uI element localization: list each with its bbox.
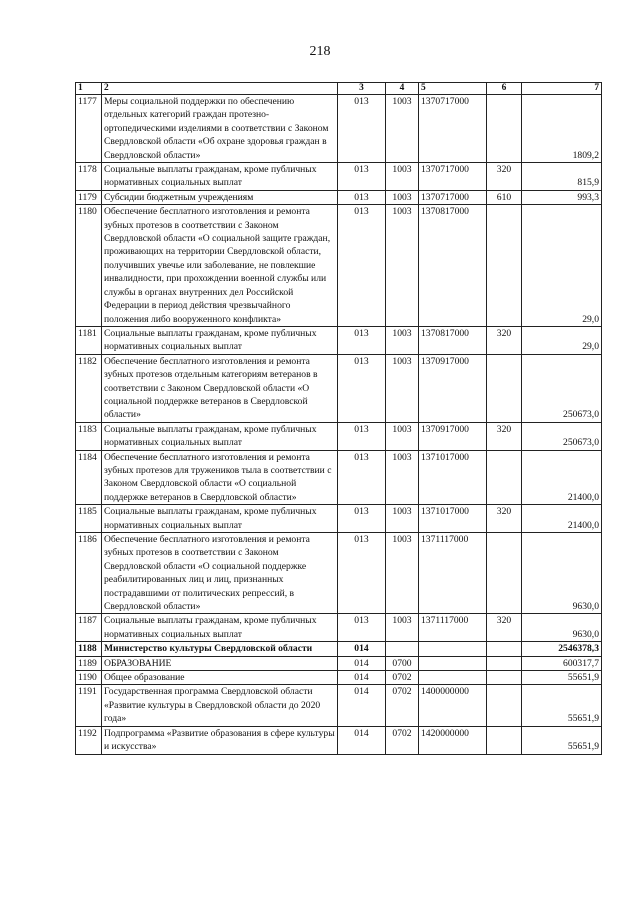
row-number: 1184 [76,450,102,505]
row-csr: 1370917000 [419,422,487,450]
row-ved: 013 [338,450,386,505]
row-ved: 014 [338,671,386,685]
row-ved: 013 [338,326,386,354]
row-ved: 013 [338,163,386,191]
row-vr [487,450,522,505]
row-number: 1191 [76,685,102,726]
col-header-1: 1 [76,83,102,95]
row-name: Социальные выплаты гражданам, кроме публичных нормативных социальных выплат [102,326,338,354]
row-sum: 815,9 [522,163,602,191]
table-row [76,326,602,354]
row-number: 1186 [76,533,102,614]
row-vr [487,726,522,754]
row-name: ОБРАЗОВАНИЕ [102,656,338,670]
row-name: Министерство культуры Свердловской области [102,642,338,656]
row-name: Обеспечение бесплатного изготовления и ремонта зубных протезов отдельным категориям ветеранов в соответствии с Законом Свердловской области «О социальной поддержке ветеранов в Свердловской области» [102,354,338,422]
row-name: Социальные выплаты гражданам, кроме публичных нормативных социальных выплат [102,614,338,642]
row-ved: 014 [338,685,386,726]
row-name: Субсидии бюджетным учреждениям [102,190,338,204]
table-row [76,614,602,642]
budget-table [75,82,602,755]
row-csr [419,656,487,670]
row-vr [487,95,522,163]
row-sum: 993,3 [522,190,602,204]
row-sum: 250673,0 [522,422,602,450]
row-razd: 1003 [386,95,419,163]
row-name: Обеспечение бесплатного изготовления и ремонта зубных протезов в соответствии с Законом Свердловской области «О социальной защите граждан, проживающих на территории Свердловской области, получивших увечье или заболевание, не повлекшие инвалидности, при прохождении военной службы или службы в органах внутренних дел Российской Федерации в период действия чрезвычайного положения либо вооруженного конфликта» [102,205,338,327]
row-razd: 1003 [386,505,419,533]
row-vr [487,642,522,656]
row-csr: 1371017000 [419,450,487,505]
row-number: 1185 [76,505,102,533]
row-ved: 013 [338,422,386,450]
row-ved: 013 [338,505,386,533]
row-razd: 1003 [386,533,419,614]
col-header-3: 3 [338,83,386,95]
row-csr [419,642,487,656]
row-name: Меры социальной поддержки по обеспечению отдельных категорий граждан протезно-ортопедическими изделиями в соответствии с Законом Свердловской области «Об охране здоровья граждан в Свердловской области» [102,95,338,163]
col-header-5: 5 [419,83,487,95]
row-razd: 1003 [386,614,419,642]
page-number: 218 [309,44,331,59]
row-name: Подпрограмма «Развитие образования в сфере культуры и искусства» [102,726,338,754]
row-sum: 29,0 [522,326,602,354]
row-sum: 55651,9 [522,671,602,685]
table-row [76,450,602,505]
row-ved: 013 [338,614,386,642]
row-csr: 1371017000 [419,505,487,533]
row-razd: 0700 [386,656,419,670]
row-sum: 21400,0 [522,505,602,533]
col-header-4: 4 [386,83,419,95]
row-vr: 320 [487,163,522,191]
row-number: 1188 [76,642,102,656]
table-row [76,205,602,327]
row-csr: 1370717000 [419,190,487,204]
row-ved: 014 [338,656,386,670]
row-ved: 013 [338,354,386,422]
row-number: 1183 [76,422,102,450]
table-row [76,95,602,163]
row-number: 1180 [76,205,102,327]
row-razd: 1003 [386,450,419,505]
table-row [76,533,602,614]
row-csr: 1370717000 [419,163,487,191]
row-sum: 9630,0 [522,614,602,642]
row-name: Обеспечение бесплатного изготовления и ремонта зубных протезов для тружеников тыла в соответствии с Законом Свердловской области «О социальной поддержке ветеранов в Свердловской области» [102,450,338,505]
row-number: 1189 [76,656,102,670]
row-razd: 1003 [386,163,419,191]
row-name: Государственная программа Свердловской области «Развитие культуры в Свердловской области до 2020 года» [102,685,338,726]
row-ved: 014 [338,726,386,754]
header-row [76,83,602,95]
row-razd: 1003 [386,326,419,354]
row-razd: 0702 [386,685,419,726]
row-vr: 320 [487,614,522,642]
row-razd: 1003 [386,354,419,422]
row-sum: 21400,0 [522,450,602,505]
row-csr: 1400000000 [419,685,487,726]
row-vr [487,671,522,685]
row-number: 1177 [76,95,102,163]
col-header-6: 6 [487,83,522,95]
row-number: 1178 [76,163,102,191]
row-vr: 320 [487,326,522,354]
row-vr: 610 [487,190,522,204]
row-razd: 1003 [386,190,419,204]
table-row [76,685,602,726]
table-row [76,505,602,533]
row-sum: 2546378,3 [522,642,602,656]
row-sum: 29,0 [522,205,602,327]
row-ved: 013 [338,533,386,614]
row-vr: 320 [487,505,522,533]
table-row [76,163,602,191]
row-csr: 1371117000 [419,614,487,642]
row-razd: 0702 [386,726,419,754]
row-number: 1187 [76,614,102,642]
row-name: Социальные выплаты гражданам, кроме публичных нормативных социальных выплат [102,163,338,191]
row-vr [487,354,522,422]
row-vr: 320 [487,422,522,450]
row-sum: 1809,2 [522,95,602,163]
row-number: 1182 [76,354,102,422]
row-sum: 9630,0 [522,533,602,614]
table-row [76,671,602,685]
col-header-2: 2 [102,83,338,95]
table-row [76,354,602,422]
table-row [76,642,602,656]
row-csr: 1371117000 [419,533,487,614]
row-name: Обеспечение бесплатного изготовления и ремонта зубных протезов в соответствии с Законом Свердловской области «О социальной поддержке реабилитированных лиц и лиц, признанных пострадавшими от политических репрессий, в Свердловской области» [102,533,338,614]
row-csr: 1370717000 [419,95,487,163]
row-sum: 55651,9 [522,685,602,726]
row-number: 1190 [76,671,102,685]
row-razd: 1003 [386,422,419,450]
row-vr [487,656,522,670]
table-row [76,656,602,670]
row-ved: 013 [338,95,386,163]
row-ved: 014 [338,642,386,656]
row-name: Социальные выплаты гражданам, кроме публичных нормативных социальных выплат [102,505,338,533]
row-vr [487,205,522,327]
row-sum: 55651,9 [522,726,602,754]
row-number: 1179 [76,190,102,204]
row-sum: 600317,7 [522,656,602,670]
row-csr [419,671,487,685]
row-razd: 0702 [386,671,419,685]
row-vr [487,685,522,726]
row-name: Социальные выплаты гражданам, кроме публичных нормативных социальных выплат [102,422,338,450]
row-number: 1192 [76,726,102,754]
row-name: Общее образование [102,671,338,685]
row-ved: 013 [338,190,386,204]
row-csr: 1370817000 [419,205,487,327]
row-ved: 013 [338,205,386,327]
row-csr: 1370817000 [419,326,487,354]
row-sum: 250673,0 [522,354,602,422]
row-csr: 1370917000 [419,354,487,422]
table-row [76,726,602,754]
row-vr [487,533,522,614]
table-row [76,190,602,204]
table-row [76,422,602,450]
col-header-7: 7 [522,83,602,95]
row-razd: 1003 [386,205,419,327]
row-csr: 1420000000 [419,726,487,754]
row-razd [386,642,419,656]
row-number: 1181 [76,326,102,354]
